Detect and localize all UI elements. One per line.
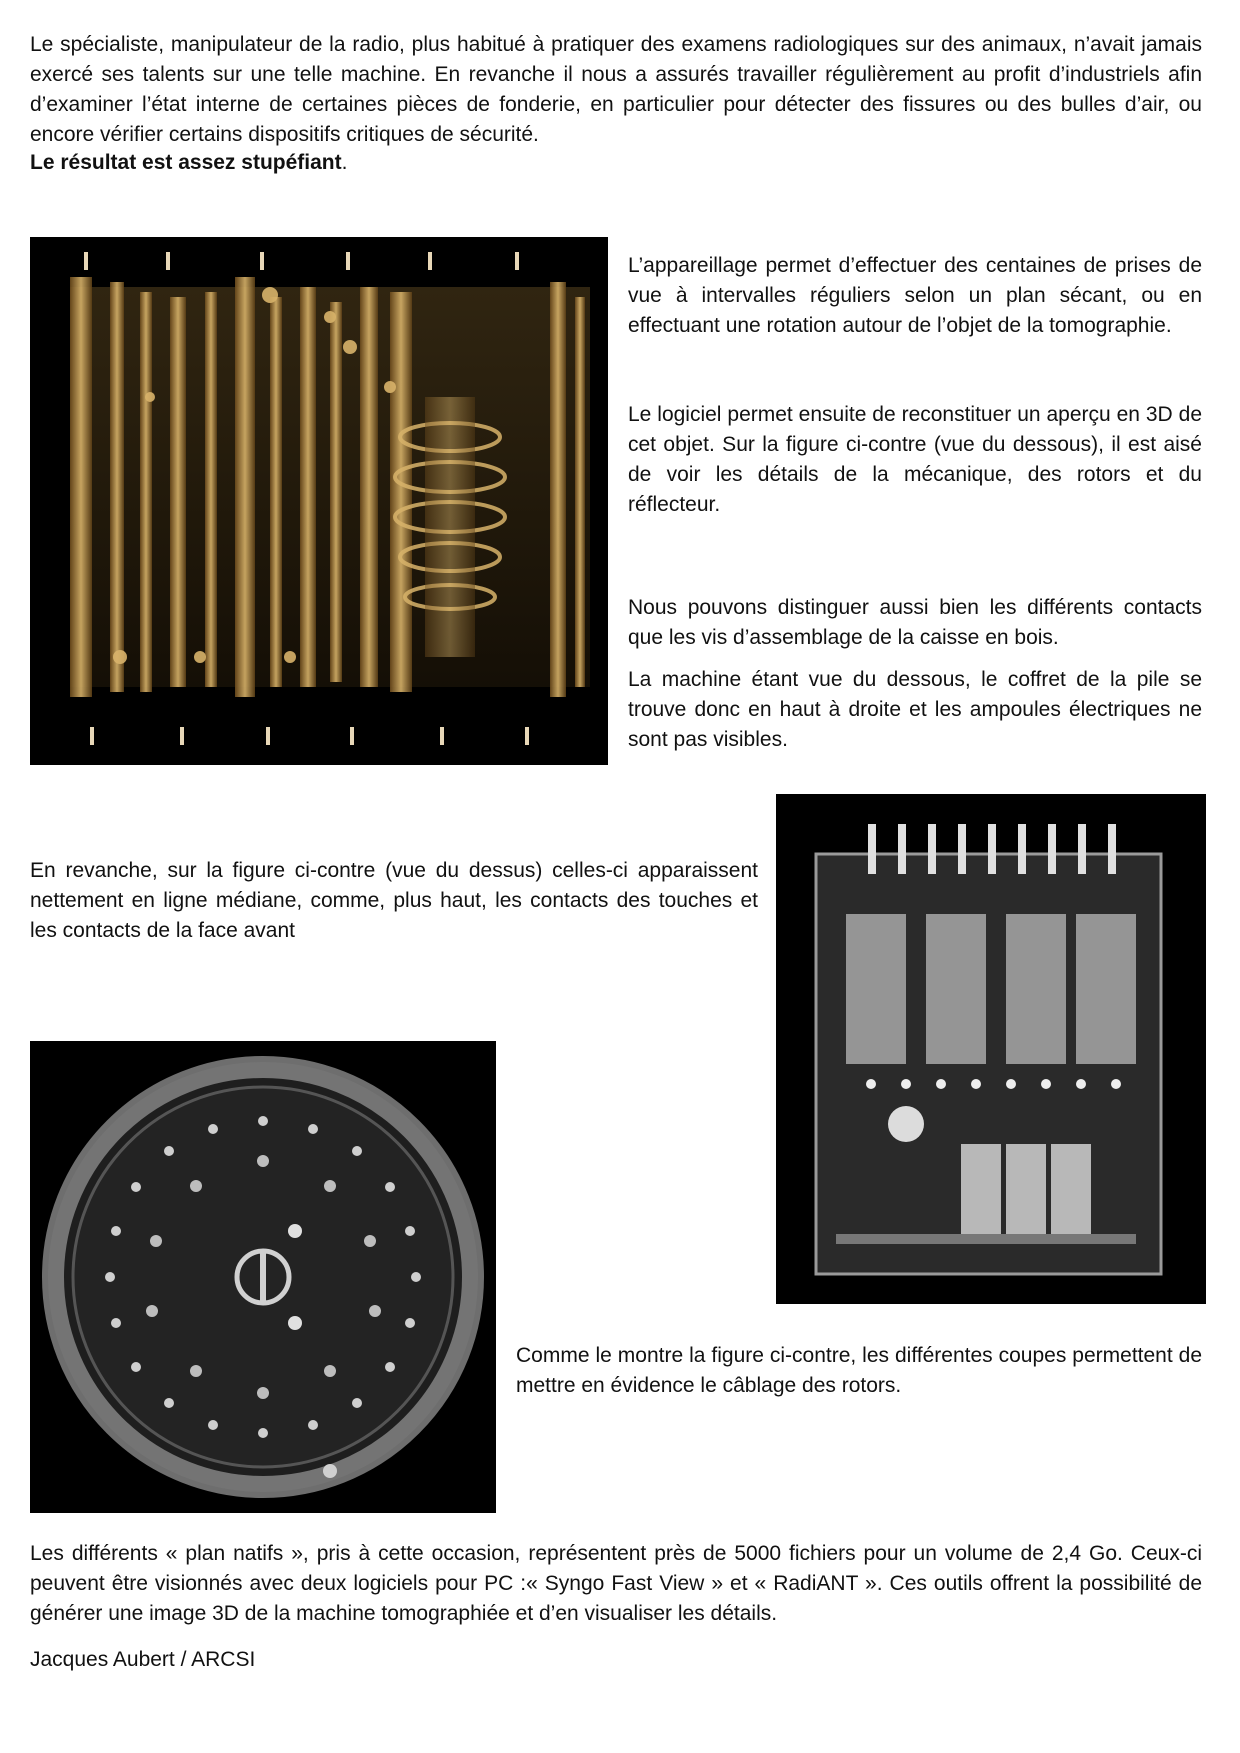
signature: Jacques Aubert / ARCSI bbox=[30, 1648, 256, 1671]
result-statement bbox=[30, 148, 347, 178]
figure-3d-bottom-view bbox=[30, 237, 608, 765]
top-view-paragraph: En revanche, sur la figure ci-contre (vue du dessus) celles-ci apparaissent nettement en ligne médiane, comme, plus haut, les contacts des touches et les contacts de la face avant bbox=[30, 859, 758, 942]
bottom-view-paragraph-1: L’appareillage permet d’effectuer des centaines de prises de vue à intervalles réguliers selon un plan sécant, ou en effectuant une rotation autour de l’objet de la tomographie. bbox=[628, 254, 1202, 337]
figure-3d-top-view bbox=[776, 794, 1206, 1304]
bottom-view-paragraph-4: La machine étant vue du dessous, le coffret de la pile se trouve donc en haut à droite et les ampoules électriques ne sont pas visibles. bbox=[628, 668, 1202, 751]
enigma-3d-bottom-render bbox=[30, 237, 608, 765]
enigma-3d-top-render bbox=[776, 794, 1206, 1304]
bottom-view-paragraph-3: Nous pouvons distinguer aussi bien les différents contacts que les vis d’assemblage de la caisse en bois. bbox=[628, 596, 1202, 649]
rotor-cross-section-scan bbox=[30, 1041, 496, 1513]
slice-paragraph: Comme le montre la figure ci-contre, les différentes coupes permettent de mettre en évidence le câblage des rotors. bbox=[516, 1344, 1202, 1397]
figure-rotor-slice bbox=[30, 1041, 496, 1513]
result-statement-tail: . bbox=[341, 151, 348, 174]
intro-paragraph: Le spécialiste, manipulateur de la radio, plus habitué à pratiquer des examens radiologiques sur des animaux, n’avait jamais exercé ses talents sur une telle machine. En revanche il nous a assurés travailler régulièrement au profit d’industriels afin d’examiner l’état interne de certaines pièces de fonderie, en particulier pour détecter des fissures ou des bulles d’air, ou encore vérifier certains dispositifs critiques de sécurité. bbox=[30, 33, 1202, 146]
bottom-view-paragraph-2: Le logiciel permet ensuite de reconstituer un aperçu en 3D de cet objet. Sur la figure ci-contre (vue du dessous), il est aisé de voir les détails de la mécanique, des rotors et du réflecteur. bbox=[628, 403, 1202, 516]
closing-paragraph: Les différents « plan natifs », pris à cette occasion, représentent près de 5000 fichiers pour un volume de 2,4 Go. Ceux-ci peuvent être visionnés avec deux logiciels pour PC :« Syngo Fast View » et « RadiANT ». Ces outils offrent la possibilité de générer une image 3D de la machine tomographiée et d’en visualiser les détails. bbox=[30, 1542, 1202, 1625]
result-statement-bold: Le résultat est assez stupéfiant bbox=[30, 151, 342, 174]
